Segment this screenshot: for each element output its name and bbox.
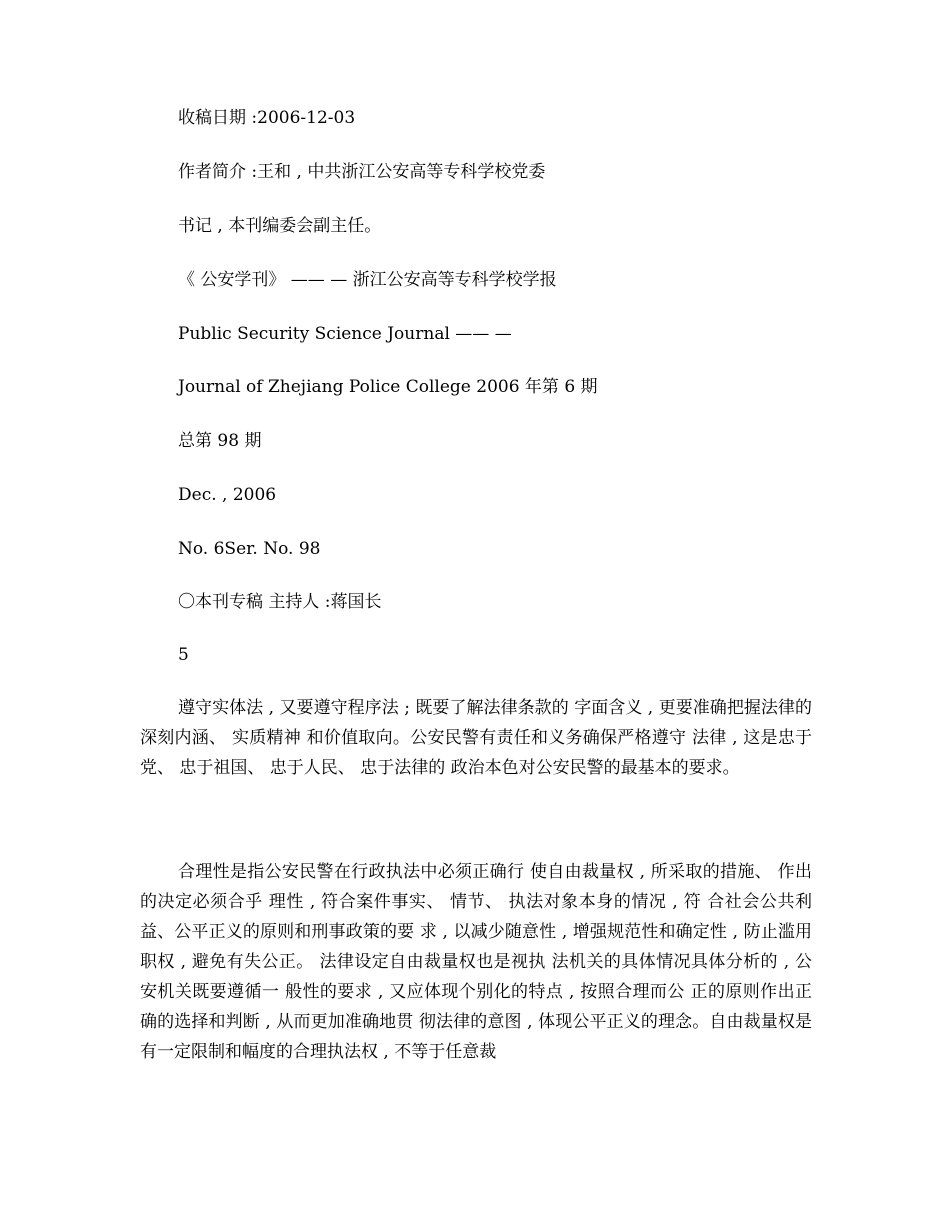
journal-title-en: Public Security Science Journal —— — xyxy=(178,324,512,344)
author-intro-line-2: 书记 , 本刊编委会副主任。 xyxy=(178,216,382,236)
serial-number: No. 6Ser. No. 98 xyxy=(178,539,321,559)
column-host: 〇本刊专稿 主持人 :蒋国长 xyxy=(178,592,382,612)
issue-date: Dec. , 2006 xyxy=(178,485,277,505)
total-issue: 总第 98 期 xyxy=(178,431,262,451)
author-intro-line-1: 作者简介 :王和 , 中共浙江公安高等专科学校党委 xyxy=(178,162,546,182)
body-paragraph-1: 遵守实体法 , 又要遵守程序法 ; 既要了解法律条款的 字面含义 , 更要准确把握法律的深刻内涵、 实质精神 和价值取向。公安民警有责任和义务确保严格遵守 法律 , 这是忠于党、 忠于祖国、 忠于人民、 忠于法律的 政治本色对公安民警的最基本的要求。 xyxy=(140,698,812,778)
body-paragraph-2: 合理性是指公安民警在行政执法中必须正确行 使自由裁量权 , 所采取的措施、 作出的决定必须合乎 理性 , 符合案件事实、 情节、 执法对象本身的情况 , 符 合社会公共利益、公平正义的原则和刑事政策的要 求 , 以减少随意性 , 增强规范性和确定性 , 防止滥用 职权 , 避免有失公正。 法律设定自由裁量权也是视执 法机关的具体情况具体分析的 , 公安机关既要遵循一 般性的要求 , 又应体现个别化的特点 , 按照合理而公 正的原则作出正确的选择和判断 , 从而更加准确地贯 彻法律的意图 , 体现公平正义的理念。自由裁量权是 有一定限制和幅度的合理执法权 , 不等于任意裁 xyxy=(140,862,812,1062)
received-date: 收稿日期 :2006-12-03 xyxy=(178,108,356,128)
journal-title-cn: 《 公安学刊》 —— — 浙江公安高等专科学校学报 xyxy=(178,270,557,290)
page-number: 5 xyxy=(178,645,189,665)
journal-issue: Journal of Zhejiang Police College 2006 年第 6 期 xyxy=(178,377,598,397)
